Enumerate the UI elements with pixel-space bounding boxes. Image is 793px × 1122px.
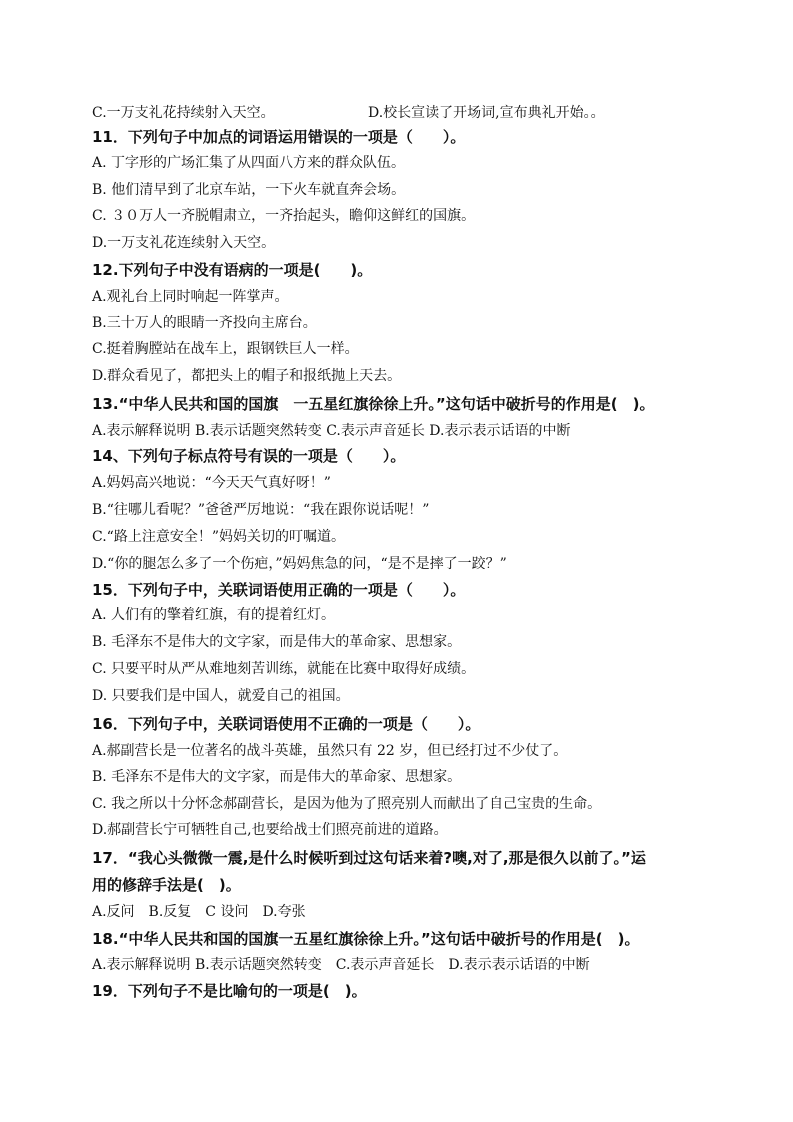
question-16: 16．下列句子中，关联词语使用不正确的一项是（ ）。 bbox=[92, 715, 481, 733]
question-13: 13.“中华人民共和国的国旗 一五星红旗徐徐上升。”这句话中破折号的作用是( )。 bbox=[92, 395, 655, 413]
option-line: A.表示解释说明 B.表示话题突然转变 C.表示声音延长 D.表示表示话语的中断 bbox=[92, 957, 590, 973]
question-11: 11．下列句子中加点的词语运用错误的一项是（ ）。 bbox=[92, 128, 466, 146]
option-line: B.“往哪儿看呢？”爸爸严厉地说：“我在跟你说话呢！” bbox=[92, 502, 430, 518]
option-line: C.挺着胸膛站在战车上，跟钢铁巨人一样。 bbox=[92, 341, 359, 357]
option-line: A.郝副营长是一位著名的战斗英雄，虽然只有 22 岁，但已经打过不少仗了。 bbox=[92, 743, 568, 759]
option-line: D. 只要我们是中国人，就爱自己的祖国。 bbox=[92, 688, 350, 704]
option-line: C.“路上注意安全！”妈妈关切的叮嘱道。 bbox=[92, 529, 345, 545]
question-17: 17．“我心头微微一震,是什么时候听到过这句话来着?噢,对了,那是很久以前了。”运 bbox=[92, 849, 646, 867]
option-line: A.观礼台上同时响起一阵掌声。 bbox=[92, 289, 289, 305]
option-line: A. 人们有的擎着红旗，有的提着红灯。 bbox=[92, 607, 336, 623]
option-c-text: C.一万支礼花持续射入天空。 bbox=[92, 105, 275, 121]
option-line: D.群众看见了，都把头上的帽子和报纸抛上天去。 bbox=[92, 368, 402, 384]
option-line: D.郝副营长宁可牺牲自己,也要给战士们照亮前进的道路。 bbox=[92, 822, 448, 838]
option-line: A.妈妈高兴地说：“今天天气真好呀！” bbox=[92, 475, 331, 491]
option-d-text: D.校长宣读了开场词,宣布典礼开始。。 bbox=[368, 105, 605, 121]
question-18: 18.“中华人民共和国的国旗一五星红旗徐徐上升。”这句话中破折号的作用是( )。 bbox=[92, 930, 640, 948]
question-15: 15．下列句子中，关联词语使用正确的一项是（ ）。 bbox=[92, 581, 466, 599]
option-line: B.三十万人的眼睛一齐投向主席台。 bbox=[92, 315, 317, 331]
option-line: A.表示解释说明 B.表示话题突然转变 C.表示声音延长 D.表示表示话语的中断 bbox=[92, 423, 571, 439]
option-line: A.反问 B.反复 C 设问 D.夸张 bbox=[92, 904, 306, 920]
option-line: C. 只要平时从严从难地刻苦训练，就能在比赛中取得好成绩。 bbox=[92, 661, 476, 677]
question-12: 12.下列句子中没有语病的一项是( )。 bbox=[92, 261, 373, 279]
option-line: D.一万支礼花连续射入天空。 bbox=[92, 235, 276, 251]
option-line: B. 毛泽东不是伟大的文字家，而是伟大的革命家、思想家。 bbox=[92, 634, 462, 650]
option-line: C. ３０万人一齐脱帽肃立，一齐抬起头，瞻仰这鲜红的国旗。 bbox=[92, 208, 476, 224]
option-line: C. 我之所以十分怀念郝副营长，是因为他为了照亮别人而献出了自己宝贵的生命。 bbox=[92, 796, 602, 812]
question-14: 14、下列句子标点符号有误的一项是（ ）。 bbox=[92, 447, 406, 465]
option-line: D.“你的腿怎么多了一个伤疤，”妈妈焦急的问，“是不是摔了一跤？” bbox=[92, 556, 507, 572]
option-line: B. 毛泽东不是伟大的文字家，而是伟大的革命家、思想家。 bbox=[92, 769, 462, 785]
question-17-cont: 用的修辞手法是( )。 bbox=[92, 876, 241, 894]
option-line: A. 丁字形的广场汇集了从四面八方来的群众队伍。 bbox=[92, 155, 406, 171]
question-19: 19．下列句子不是比喻句的一项是( )。 bbox=[92, 982, 367, 1000]
option-line bbox=[92, 103, 605, 123]
option-line: B. 他们清早到了北京车站，一下火车就直奔会场。 bbox=[92, 182, 406, 198]
